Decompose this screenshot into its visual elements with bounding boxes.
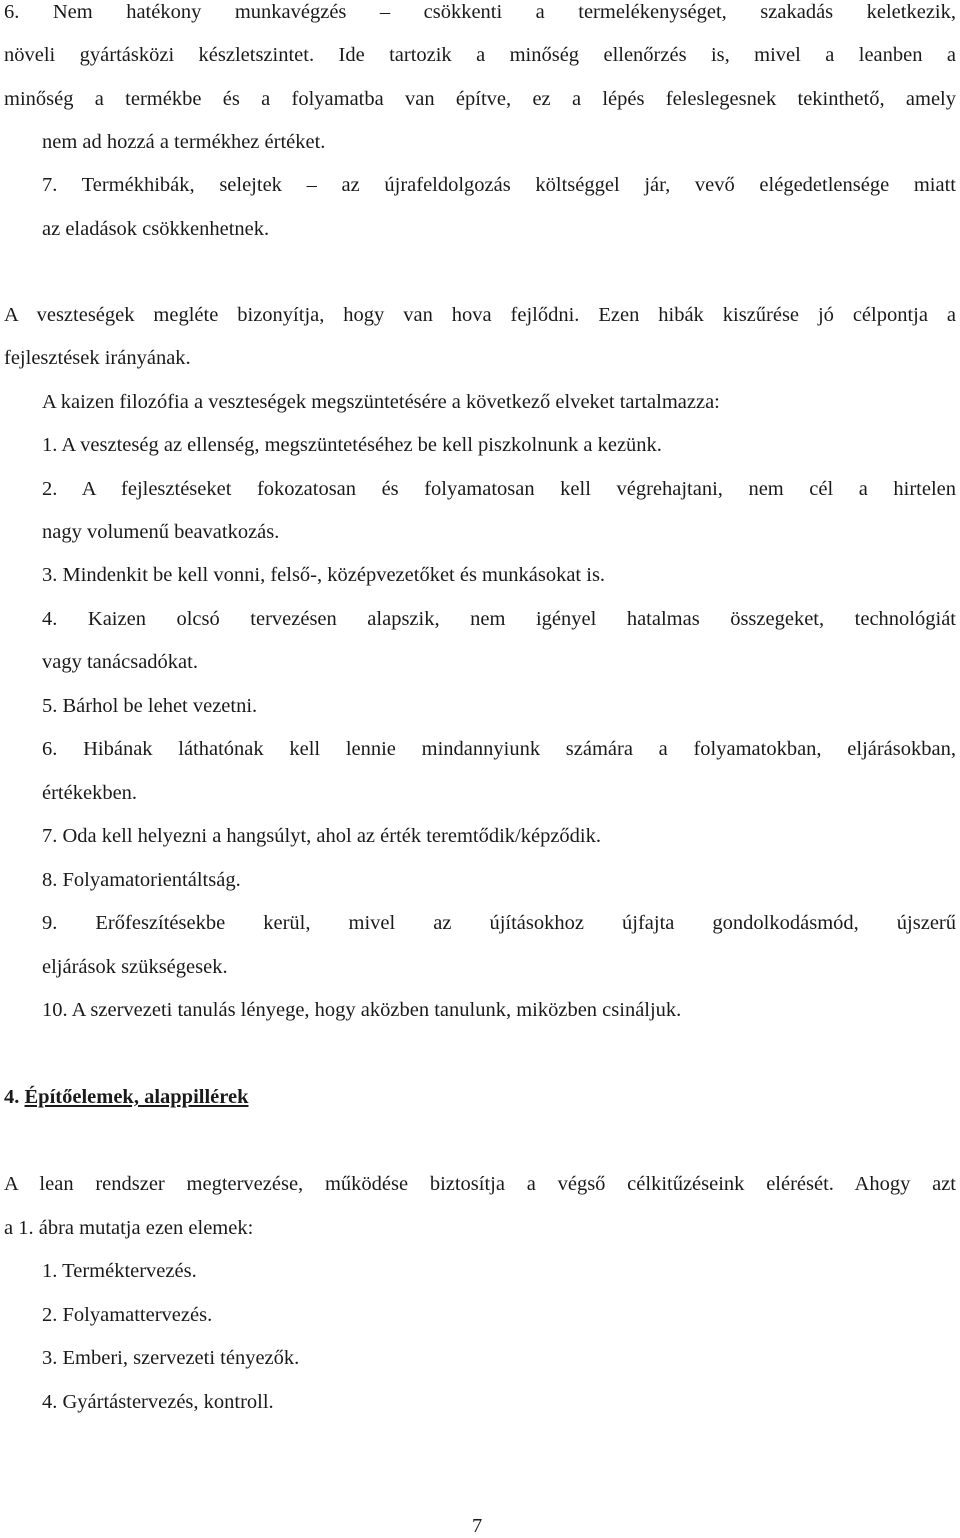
kaizen-principle-7: 7. Oda kell helyezni a hangsúlyt, ahol az érték teremtődik/képződik. [42,825,602,847]
kaizen-principle-9-line-1: 9. Erőfeszítésekbe kerül, mivel az újításokhoz újfajta gondolkodásmód, újszerű [42,912,956,934]
page-number: 7 [472,1515,483,1537]
list-item: 1. Terméktervezés. [42,1260,197,1282]
item-6-line-4: nem ad hozzá a termékhez értéket. [42,131,326,153]
section-heading-title: Építőelemek, alappillérek [24,1086,249,1108]
kaizen-principle-1: 1. A veszteség az ellenség, megszüntetéséhez be kell piszkolnunk a kezünk. [42,434,662,456]
kaizen-principle-6-line-2: értékekben. [42,782,138,804]
kaizen-principle-9-line-2: eljárások szükségesek. [42,956,228,978]
paragraph-1-line-2: fejlesztések irányának. [4,347,191,369]
kaizen-principle-10: 10. A szervezeti tanulás lényege, hogy aközben tanulunk, miközben csináljuk. [42,999,682,1021]
list-item: 2. Folyamattervezés. [42,1304,213,1326]
list-item: 3. Emberi, szervezeti tényezők. [42,1347,300,1369]
item-7-line-1: 7. Termékhibák, selejtek – az újrafeldolgozás költséggel jár, vevő elégedetlensége miatt [42,174,956,196]
section-paragraph-line-2: a 1. ábra mutatja ezen elemek: [4,1217,254,1239]
kaizen-principle-3: 3. Mindenkit be kell vonni, felső-, középvezetőket és munkásokat is. [42,564,606,586]
item-6-line-1: 6. Nem hatékony munkavégzés – csökkenti a termelékenységet, szakadás keletkezik, [4,1,956,23]
kaizen-principle-5: 5. Bárhol be lehet vezetni. [42,695,258,717]
section-heading [4,1085,248,1109]
kaizen-principle-6-line-1: 6. Hibának láthatónak kell lennie mindannyiunk számára a folyamatokban, eljárásokban, [42,738,956,760]
kaizen-principle-2-line-2: nagy volumenű beavatkozás. [42,521,280,543]
item-6-line-2: növeli gyártásközi készletszintet. Ide tartozik a minőség ellenőrzés is, mivel a leanben a [4,44,956,66]
section-paragraph-line-1: A lean rendszer megtervezése, működése biztosítja a végső célkitűzéseink elérését. Ahogy azt [4,1173,956,1195]
kaizen-principle-4-line-1: 4. Kaizen olcsó tervezésen alapszik, nem igényel hatalmas összegeket, technológiát [42,608,956,630]
kaizen-principle-2-line-1: 2. A fejlesztéseket fokozatosan és folyamatosan kell végrehajtani, nem cél a hirtelen [42,478,956,500]
kaizen-intro: A kaizen filozófia a veszteségek megszüntetésére a következő elveket tartalmazza: [42,391,720,413]
paragraph-1-line-1: A veszteségek megléte bizonyítja, hogy van hova fejlődni. Ezen hibák kiszűrése jó célpontja a [4,304,956,326]
item-7-line-2: az eladások csökkenhetnek. [42,218,270,240]
list-item: 4. Gyártástervezés, kontroll. [42,1391,274,1413]
section-heading-number: 4. [4,1086,25,1108]
item-6-line-3: minőség a termékbe és a folyamatba van építve, ez a lépés feleslegesnek tekinthető, amely [4,88,956,110]
kaizen-principle-8: 8. Folyamatorientáltság. [42,869,241,891]
kaizen-principle-4-line-2: vagy tanácsadókat. [42,651,198,673]
